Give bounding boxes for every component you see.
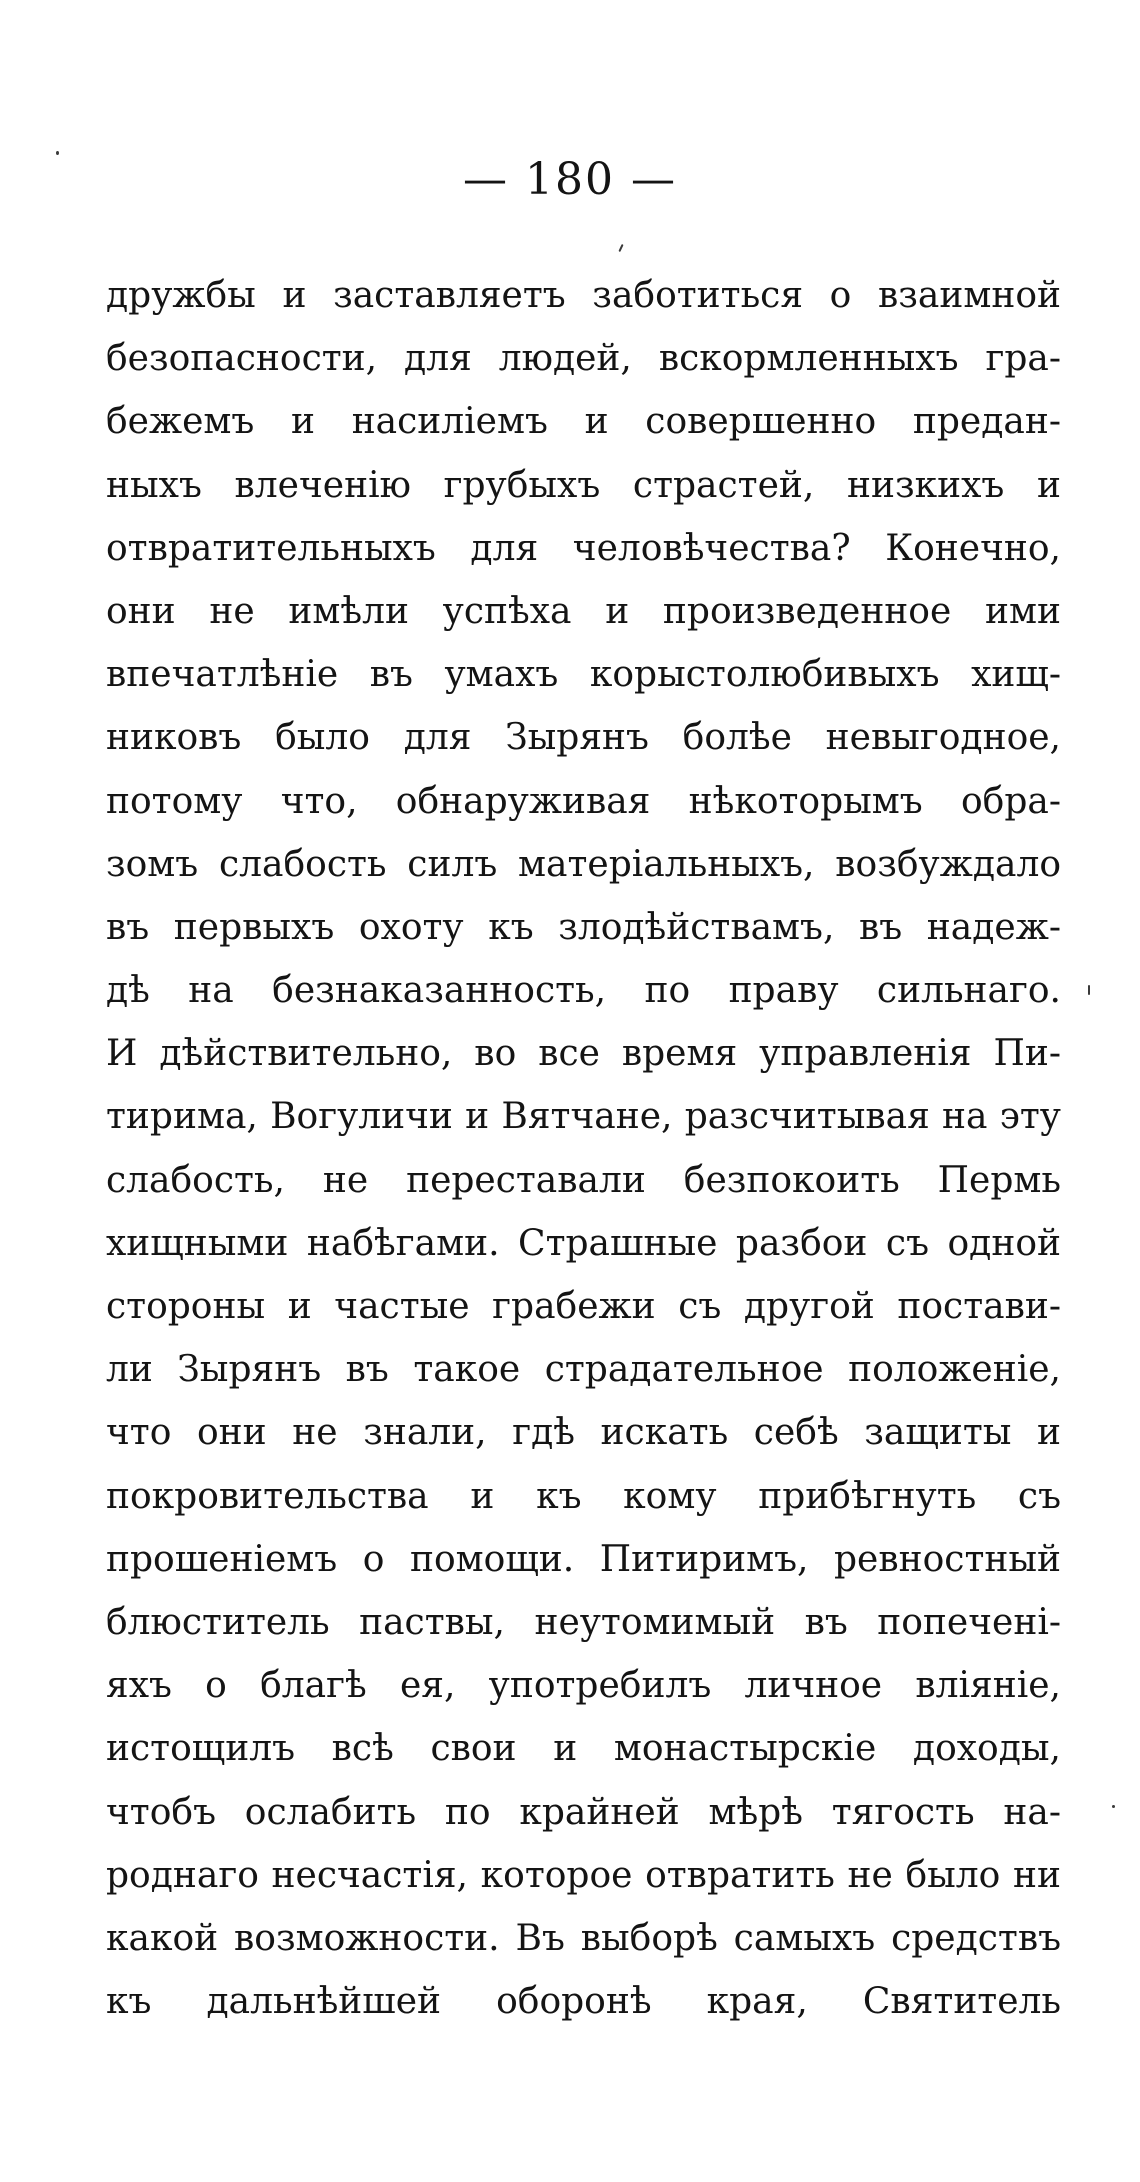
text-line: ныхъ влеченію грубыхъ страстей, низкихъ и — [106, 464, 1061, 506]
text-line: блюститель паствы, неутомимый въ попеченi- — [106, 1601, 1061, 1643]
body-text — [106, 264, 1061, 2033]
text-line: покровительства и къ кому прибѣгнуть съ — [106, 1475, 1061, 1517]
text-line: въ первыхъ охоту къ злодѣйствамъ, въ надеж- — [106, 906, 1061, 948]
text-line: впечатлѣніе въ умахъ корыстолюбивыхъ хищ- — [106, 654, 1061, 696]
text-line: слабость, не переставали безпокоить Пермь — [106, 1159, 1061, 1201]
text-line: прошеніемъ о помощи. Питиримъ, ревностный — [106, 1538, 1061, 1580]
scan-speck — [618, 244, 623, 252]
text-line: потому что, обнаруживая нѣкоторымъ обра- — [106, 780, 1061, 822]
text-line: истощилъ всѣ свои и монастырскіе доходы, — [106, 1728, 1061, 1770]
text-line: безопасности, для людей, вскормленныхъ гра- — [106, 338, 1061, 380]
text-line: стороны и частые грабежи съ другой постави- — [106, 1286, 1061, 1327]
text-line: роднаго несчастія, которое отвратить не было ни — [106, 1854, 1061, 1896]
text-line: они не имѣли успѣха и произведенное ими — [106, 590, 1061, 632]
scan-speck — [56, 151, 59, 155]
text-line: ли Зырянъ въ такое страдательное положеніе, — [106, 1349, 1061, 1391]
scan-speck — [1112, 1805, 1115, 1808]
text-line: тирима, Вогуличи и Вятчане, разсчитывая на эту — [106, 1096, 1061, 1138]
text-line: хищными набѣгами. Страшные разбои съ одной — [106, 1222, 1061, 1264]
text-line: дѣ на безнаказанность, по праву сильнаго. — [106, 970, 1061, 1012]
text-line: яхъ о благѣ ея, употребилъ личное вліяніе, — [106, 1665, 1061, 1707]
text-line: отвратительныхъ для человѣчества? Конечно, — [106, 527, 1061, 569]
text-line: И дѣйствительно, во все время управленія Пи- — [106, 1033, 1061, 1075]
text-line: какой возможности. Въ выборѣ самыхъ средствъ — [106, 1917, 1061, 1959]
scan-speck — [1088, 985, 1090, 995]
text-line: никовъ было для Зырянъ болѣе невыгодное, — [106, 717, 1061, 759]
text-line: дружбы и заставляетъ заботиться о взаимной — [106, 275, 1061, 316]
text-line: бежемъ и насиліемъ и совершенно предан- — [106, 401, 1061, 443]
text-line: что они не знали, гдѣ искать себѣ защиты и — [106, 1412, 1061, 1454]
page-number: — 180 — — [463, 154, 677, 205]
text-line: къ дальнѣйшей оборонѣ края, Святитель — [106, 1981, 1061, 2023]
text-line: чтобъ ослабить по крайней мѣрѣ тягость на- — [106, 1791, 1061, 1833]
text-line: зомъ слабость силъ матеріальныхъ, возбуждало — [106, 843, 1061, 885]
